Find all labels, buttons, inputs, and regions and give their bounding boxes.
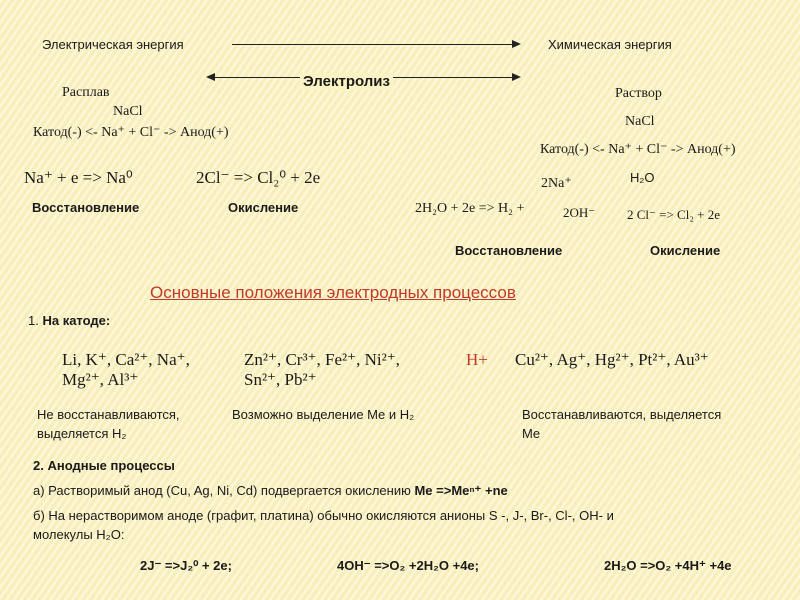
melt-oxidation-equation: 2Cl⁻ => Cl₂⁰ + 2e <box>196 168 321 187</box>
melt-compound: NaCl <box>113 104 143 119</box>
electric-energy-label: Электрическая энергия <box>42 37 184 52</box>
electrolysis-arrow-right-head <box>512 73 521 81</box>
cathode-group2-line1: Zn²⁺, Cr³⁺, Fe²⁺, Ni²⁺, <box>244 350 400 369</box>
cathode-hydrogen: H+ <box>466 350 488 369</box>
cathode-heading-text: На катоде: <box>42 313 111 328</box>
solution-water-equation: 2H₂O + 2e => H₂ + <box>415 201 525 216</box>
cathode-group1-line1: Li, K⁺, Ca²⁺, Na⁺, <box>62 350 190 369</box>
section-title: Основные положения электродных процессов <box>150 283 516 302</box>
solution-title: Раствор <box>615 86 662 101</box>
cathode-heading <box>28 313 110 328</box>
cathode-desc1-line2: выделяется H₂ <box>37 426 127 441</box>
anode-soluble-text: а) Растворимый анод (Cu, Ag, Ni, Cd) подвергается окислению <box>33 483 411 498</box>
cathode-desc3-line2: Me <box>522 426 541 441</box>
cathode-group1-line2: Mg²⁺, Al³⁺ <box>62 370 139 389</box>
melt-reduction-equation: Na⁺ + e => Na⁰ <box>24 168 133 187</box>
anode-insoluble-line1: б) На нерастворимом аноде (графит, платина) обычно окисляются анионы S -, J-, Br-, Cl-, OH- и <box>33 508 614 523</box>
cathode-desc1-line1: Не восстанавливаются, <box>37 407 180 422</box>
solution-scheme: Катод(-) <- Na⁺ + Cl⁻ -> Анод(+) <box>540 142 736 157</box>
anode-soluble-equation: Me =>Meⁿ⁺ +ne <box>414 483 508 498</box>
cathode-heading-number: 1. <box>28 313 39 328</box>
electrolysis-arrow-left-head <box>206 73 215 81</box>
solution-na-ion: 2Na⁺ <box>541 176 572 191</box>
cathode-desc3-line1: Восстанавливаются, выделяется <box>522 407 722 422</box>
solution-compound: NaCl <box>625 114 655 129</box>
solution-oxidation-label: Окисление <box>650 243 721 258</box>
melt-title: Расплав <box>62 85 110 100</box>
anode-equation-hydroxide: 4OH⁻ =>O₂ +2H₂O +4e; <box>337 558 479 573</box>
anode-heading: 2. Анодные процессы <box>33 458 175 473</box>
melt-reduction-label: Восстановление <box>32 200 140 215</box>
cathode-group2-line2: Sn²⁺, Pb²⁺ <box>244 370 317 389</box>
melt-scheme: Катод(-) <- Na⁺ + Cl⁻ -> Анод(+) <box>33 125 229 140</box>
melt-oxidation-label: Окисление <box>228 200 299 215</box>
anode-soluble <box>33 483 508 499</box>
solution-hydroxide: 2OH⁻ <box>563 205 596 220</box>
electrolysis-title: Электролиз <box>300 73 393 90</box>
anode-equation-iodide: 2J⁻ =>J₂⁰ + 2e; <box>140 558 232 573</box>
solution-chloride-equation: 2 Cl⁻ => Cl₂ + 2e <box>627 207 720 222</box>
anode-equation-water: 2H₂O =>O₂ +4H⁺ +4e <box>604 558 732 573</box>
energy-arrow-head <box>512 40 521 48</box>
cathode-group3: Cu²⁺, Ag⁺, Hg²⁺, Pt²⁺, Au³⁺ <box>515 350 709 369</box>
anode-insoluble-line2: молекулы H₂O: <box>33 527 125 542</box>
chemical-energy-label: Химическая энергия <box>548 37 672 52</box>
solution-reduction-label: Восстановление <box>455 243 563 258</box>
energy-arrow-line <box>232 44 514 45</box>
solution-water: H₂O <box>630 170 655 185</box>
cathode-desc2: Возможно выделение Me и H₂ <box>232 407 415 422</box>
